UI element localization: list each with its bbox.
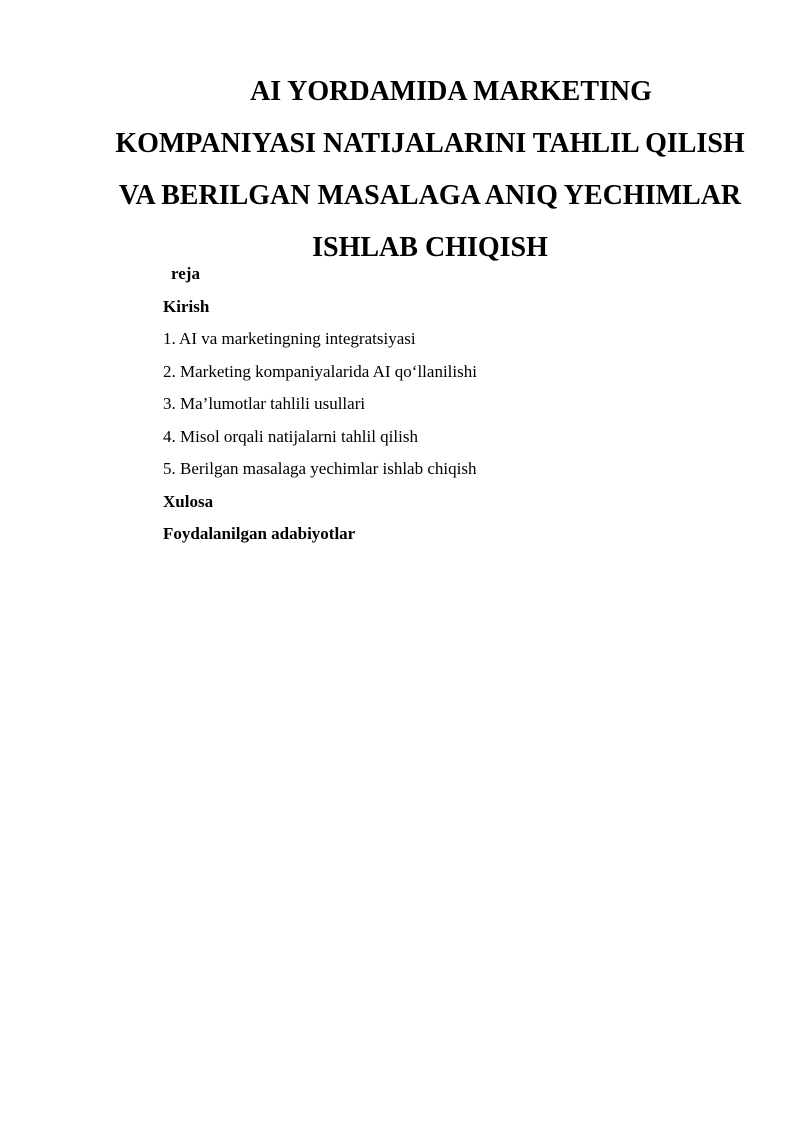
document-title xyxy=(90,66,770,274)
plan-item-5: 5. Berilgan masalaga yechimlar ishlab chiqish xyxy=(163,459,477,478)
plan-item-4: 4. Misol orqali natijalarni tahlil qilish xyxy=(163,426,418,446)
title-line-3: VA BERILGAN MASALAGA ANIQ YECHIMLAR xyxy=(118,180,742,211)
plan-heading: reja xyxy=(171,264,200,283)
plan-references: Foydalanilgan adabiyotlar xyxy=(163,524,356,543)
plan-conclusion: Xulosa xyxy=(163,491,214,511)
title-line-4: ISHLAB CHIQISH xyxy=(312,232,548,263)
title-line-1: AI YORDAMIDA MARKETING xyxy=(250,76,652,107)
plan-item-3: 3. Ma’lumotlar tahlili usullari xyxy=(163,394,366,413)
plan-section xyxy=(163,258,723,551)
plan-intro: Kirish xyxy=(163,296,210,316)
plan-item-2: 2. Marketing kompaniyalarida AI qo‘llanilishi xyxy=(163,361,477,381)
title-line-2: KOMPANIYASI NATIJALARINI TAHLIL QILISH xyxy=(115,128,745,159)
plan-item-1: 1. AI va marketingning integratsiyasi xyxy=(163,329,416,348)
